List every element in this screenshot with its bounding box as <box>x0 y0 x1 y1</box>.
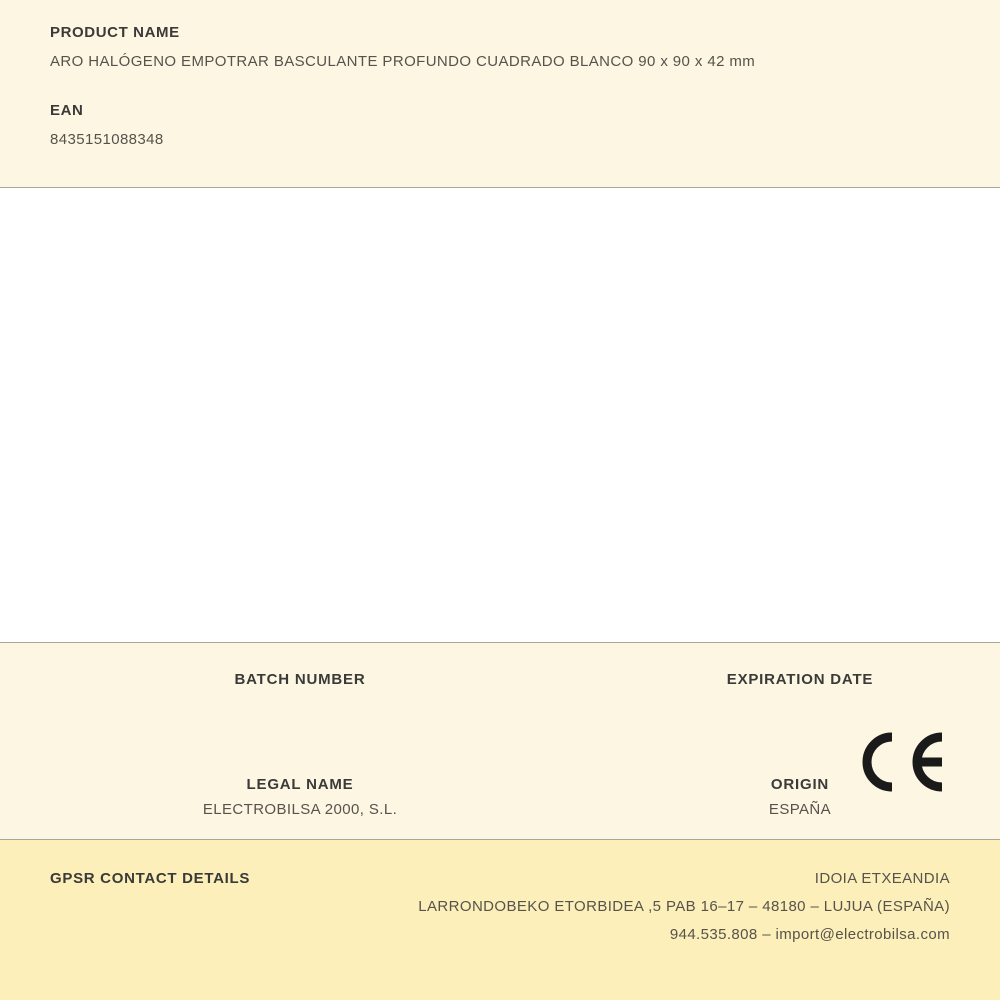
ean-group <box>50 102 950 148</box>
gpsr-contact-title: GPSR CONTACT DETAILS <box>50 870 251 887</box>
batch-number-value <box>0 696 600 714</box>
origin-value: ESPAÑA <box>768 801 832 818</box>
gpsr-contact-address: LARRONDOBEKO ETORBIDEA ,5 PAB 16–17 – 48180 – LUJUA (ESPAÑA) <box>418 898 950 915</box>
ce-marking-icon <box>856 731 948 793</box>
product-info-block <box>0 0 1000 188</box>
legal-name-value: ELECTROBILSA 2000, S.L. <box>202 801 398 818</box>
ean-value: 8435151088348 <box>50 131 164 148</box>
batch-number-label: BATCH NUMBER <box>234 671 366 688</box>
expiration-date-label: EXPIRATION DATE <box>726 671 874 688</box>
product-details-block <box>0 643 1000 840</box>
gpsr-contact-block <box>0 840 1000 1000</box>
expiration-date-value <box>600 696 1000 714</box>
product-name-label: PRODUCT NAME <box>50 24 180 41</box>
product-image-area <box>0 188 1000 643</box>
legal-name-field <box>0 776 600 819</box>
batch-number-field <box>0 671 600 714</box>
expiration-date-field <box>600 671 1000 714</box>
origin-label: ORIGIN <box>770 776 830 793</box>
gpsr-contact-name: IDOIA ETXEANDIA <box>814 870 950 887</box>
details-row-legal-origin <box>0 776 1000 819</box>
product-name-value: ARO HALÓGENO EMPOTRAR BASCULANTE PROFUNDO CUADRADO BLANCO 90 x 90 x 42 mm <box>50 53 756 70</box>
gpsr-contact-lines <box>250 870 950 954</box>
ean-label: EAN <box>50 102 84 119</box>
gpsr-contact-phone-email: 944.535.808 – import@electrobilsa.com <box>669 926 950 943</box>
details-row-batch-expiration <box>0 671 1000 714</box>
legal-name-label: LEGAL NAME <box>246 776 354 793</box>
